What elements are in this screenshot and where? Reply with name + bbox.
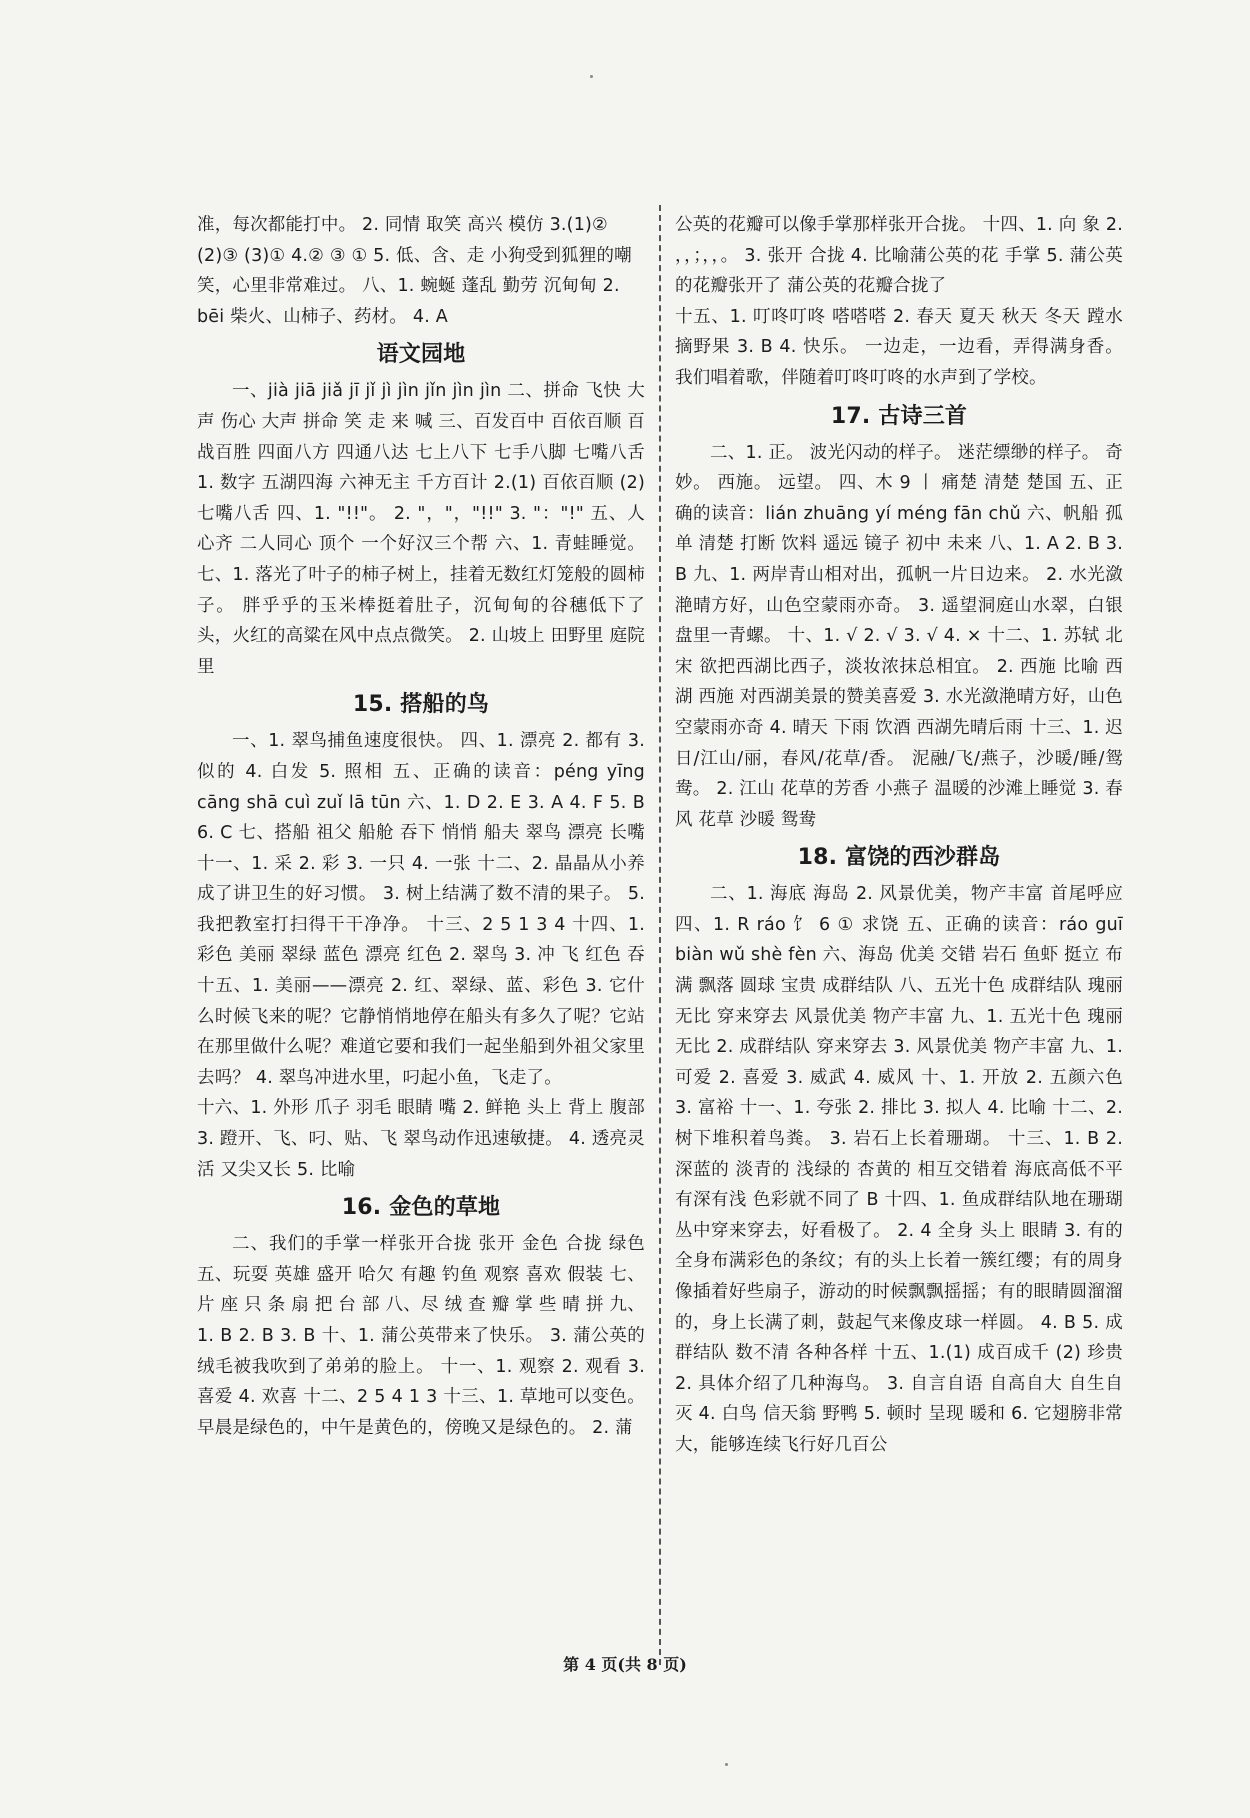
column-divider (659, 205, 661, 1665)
paragraph: 十五、1. 叮咚叮咚 嗒嗒嗒 2. 春天 夏天 秋天 冬天 蹚水 摘野果 3. B 4. 快乐。 一边走，一边看，弄得满身香。 我们唱着歌，伴随着叮咚叮咚的水声到了学校。 (675, 306, 1123, 388)
right-column (675, 210, 1123, 1461)
left-column (197, 210, 645, 1443)
paragraph: 准，每次都能打中。 2. 同情 取笑 高兴 模仿 3.(1)② (2)③ (3)① 4.② ③ ① 5. 低、含、走 小狗受到狐狸的嘲笑，心里非常难过。 八、1. 蜿蜒 蓬乱 勤劳 沉甸甸 2. bēi 柴火、山柿子、药材。 4. A (197, 215, 632, 327)
page-number: 第 4 页(共 8 页) (563, 1655, 687, 1674)
paragraph: 二、我们的手掌一样张开合拢 张开 金色 合拢 绿色 五、玩耍 英雄 盛开 哈欠 有趣 钓鱼 观察 喜欢 假装 七、片 座 只 条 扇 把 台 部 八、尽 绒 查 瓣 掌 些 晴 拼 九、1. B 2. B 3. B 十、1. 蒲公英带来了快乐。 3. 蒲公英的绒毛被我吹到了弟弟的脸上。 十一、1. 观察 2. 观看 3. 喜爱 4. 欢喜 十二、2 5 4 1 3 十三、1. 草地可以变色。早晨是绿色的，中午是黄色的，傍晚又是绿色的。 2. 蒲 (197, 1234, 645, 1438)
section-heading: 语文园地 (376, 342, 466, 368)
speck (725, 1763, 728, 1766)
paragraph: 十六、1. 外形 爪子 羽毛 眼睛 嘴 2. 鲜艳 头上 背上 腹部 3. 蹬开、飞、叼、贴、飞 翠鸟动作迅速敏捷。 4. 透亮灵活 又尖又长 5. 比喻 (197, 1098, 645, 1180)
section-heading: 17. 古诗三首 (830, 403, 968, 429)
section-heading: 18. 富饶的西沙群岛 (797, 845, 1001, 871)
paragraph: 公英的花瓣可以像手掌那样张开合拢。 十四、1. 向 象 2. ，，；，，。 3. 张开 合拢 4. 比喻蒲公英的花 手掌 5. 蒲公英的花瓣张开了 蒲公英的花瓣合拢了 (675, 215, 1123, 297)
section-heading: 15. 搭船的鸟 (352, 692, 490, 718)
speck (590, 75, 593, 78)
paragraph: 二、1. 正。 波光闪动的样子。 迷茫缥缈的样子。 奇妙。 西施。 远望。 四、木 9 丨 痛楚 清楚 楚国 五、正确的读音：lián zhuāng yí méng fān chǔ 六、帆船 孤单 清楚 打断 饮料 遥远 镜子 初中 未来 八、1. A 2. B 3. B 九、1. 两岸青山相对出，孤帆一片日边来。 2. 水光潋滟晴方好，山色空蒙雨亦奇。 3. 遥望洞庭山水翠，白银盘里一青螺。 十、1. √ 2. √ 3. √ 4. × 十二、1. 苏轼 北宋 欲把西湖比西子，淡妆浓抹总相宜。 2. 西施 比喻 西湖 西施 对西湖美景的赞美喜爱 3. 水光潋滟晴方好，山色空蒙雨亦奇 4. 晴天 下雨 饮酒 西湖先晴后雨 十三、1. 迟日/江山/丽，春风/花草/香。 泥融/飞/燕子，沙暖/睡/鸳鸯。 2. 江山 花草的芳香 小燕子 温暖的沙滩上睡觉 3. 春风 花草 沙暖 鸳鸯 (675, 442, 1123, 830)
paragraph: 一、1. 翠鸟捕鱼速度很快。 四、1. 漂亮 2. 都有 3. 似的 4. 白发 5. 照相 五、正确的读音：péng yīng cāng shā cuì zuǐ lā tūn 六、1. D 2. E 3. A 4. F 5. B 6. C 七、搭船 祖父 船舱 吞下 悄悄 船夫 翠鸟 漂亮 长嘴 十一、1. 采 2. 彩 3. 一只 4. 一张 十二、2. 晶晶从小养成了讲卫生的好习惯。 3. 树上结满了数不清的果子。 5. 我把教室打扫得干干净净。 十三、2 5 1 3 4 十四、1. 彩色 美丽 翠绿 蓝色 漂亮 红色 2. 翠鸟 3. 冲 飞 红色 吞 十五、1. 美丽——漂亮 2. 红、翠绿、蓝、彩色 3. 它什么时候飞来的呢？它静悄悄地停在船头有多久了呢？它站在那里做什么呢？难道它要和我们一起坐船到外祖父家里去吗？ 4. 翠鸟冲进水里，叼起小鱼，飞走了。 (197, 731, 645, 1088)
section-heading: 16. 金色的草地 (341, 1195, 501, 1221)
paragraph: 二、1. 海底 海岛 2. 风景优美，物产丰富 首尾呼应 四、1. R ráo 饣 6 ① 求饶 五、正确的读音：ráo guī biàn wǔ shè fèn 六、海岛 优美 交错 岩石 鱼虾 挺立 布满 飘落 圆球 宝贵 成群结队 八、五光十色 成群结队 瑰丽无比 穿来穿去 风景优美 物产丰富 九、1. 五光十色 瑰丽无比 2. 成群结队 穿来穿去 3. 风景优美 物产丰富 九、1. 可爱 2. 喜爱 3. 威武 4. 威风 十、1. 开放 2. 五颜六色 3. 富裕 十一、1. 夸张 2. 排比 3. 拟人 4. 比喻 十二、2. 树下堆积着鸟粪。 3. 岩石上长着珊瑚。 十三、1. B 2. 深蓝的 淡青的 浅绿的 杏黄的 相互交错着 海底高低不平 有深有浅 色彩就不同了 B 十四、1. 鱼成群结队地在珊瑚丛中穿来穿去，好看极了。 2. 4 全身 头上 眼睛 3. 有的全身布满彩色的条纹；有的头上长着一簇红缨；有的周身像插着好些扇子，游动的时候飘飘摇摇；有的眼睛圆溜溜的，身上长满了刺，鼓起气来像皮球一样圆。 4. B 5. 成群结队 数不清 各种各样 十五、1.(1) 成百成千 (2) 珍贵 2. 具体介绍了几种海鸟。 3. 自言自语 自高自大 自生自灭 4. 白鸟 信天翁 野鸭 5. 顿时 呈现 暖和 6. 它翅膀非常大，能够连续飞行好几百公 (675, 884, 1123, 1455)
paragraph: 一、jià jiā jiǎ jī jǐ jì jìn jǐn jìn jìn 二、拼命 飞快 大声 伤心 大声 拼命 笑 走 来 喊 三、百发百中 百依百顺 百战百胜 四面八方 四通八达 七上八下 七手八脚 七嘴八舌 1. 数字 五湖四海 六神无主 千方百计 2.(1) 百依百顺 (2) 七嘴八舌 四、1. "!!"。 2. "，"，"!!" 3. "："!" 五、人心齐 二人同心 顶个 一个好汉三个帮 六、1. 青蛙睡觉。 七、1. 落光了叶子的柿子树上，挂着无数红灯笼般的圆柿子。 胖乎乎的玉米棒挺着肚子，沉甸甸的谷穗低下了头，火红的高粱在风中点点微笑。 2. 山坡上 田野里 庭院里 (197, 381, 645, 677)
